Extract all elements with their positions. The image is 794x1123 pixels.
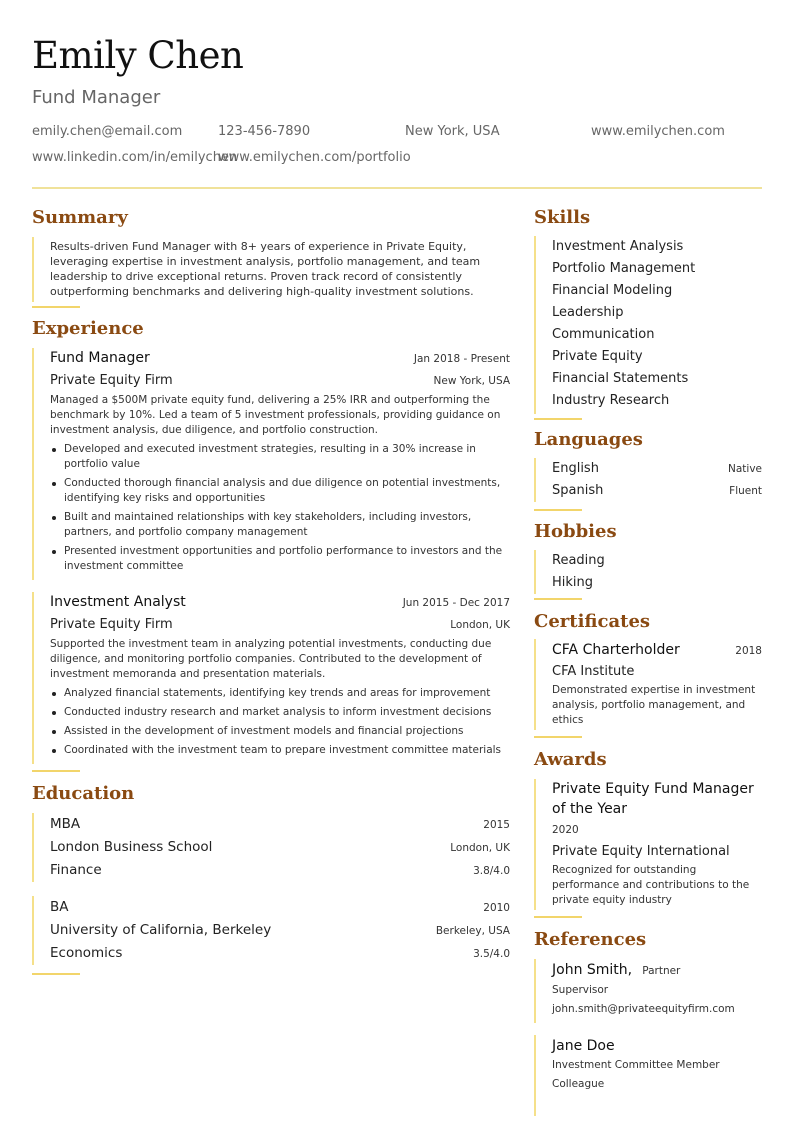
school-name: London Business School: [50, 839, 213, 855]
email-link[interactable]: emily.chen@email.com: [32, 124, 183, 139]
job-title: Investment Analyst: [50, 594, 186, 610]
award-year: 2020: [552, 824, 579, 836]
reference-title: Investment Committee Member: [552, 1059, 720, 1071]
phone-number: 123-456-7890: [218, 124, 311, 139]
list-item: Reading: [552, 553, 605, 568]
list-item: Assisted in the development of investment models and financial projections: [50, 724, 510, 739]
summary-text: Results-driven Fund Manager with 8+ years of experience in Private Equity, leveraging expertise in investment analysis, portfolio management, and team leadership to drive exceptional returns. Proven track record of consistently outperforming benchmarks and delivering high-quality investment solutions.: [50, 240, 481, 298]
awards-underline: [534, 916, 582, 918]
job-entry: [32, 348, 510, 580]
header-divider: [32, 187, 762, 189]
field-of-study: Finance: [50, 862, 102, 878]
resume-header: [32, 30, 762, 174]
certificates-underline: [534, 736, 582, 738]
portfolio-link[interactable]: www.emilychen.com/portfolio: [218, 150, 411, 165]
languages-heading: Languages: [534, 429, 643, 450]
awards-heading: Awards: [534, 749, 607, 770]
certificate-issuer: CFA Institute: [552, 664, 635, 679]
list-item: Portfolio Management: [552, 261, 696, 276]
job-location: New York, USA: [433, 375, 510, 387]
experience-heading: Experience: [32, 318, 144, 339]
list-item: Built and maintained relationships with key stakeholders, including investors, partners, and portfolio company management: [50, 510, 510, 540]
school-location: Berkeley, USA: [435, 925, 510, 937]
candidate-role: Fund Manager: [32, 87, 161, 108]
candidate-name: Emily Chen: [32, 34, 244, 77]
language-level: Fluent: [729, 485, 762, 497]
job-entry: [32, 592, 510, 764]
reference-title: Partner: [642, 965, 681, 977]
list-item: Coordinated with the investment team to prepare investment committee materials: [50, 743, 510, 758]
list-item: Communication: [552, 327, 655, 342]
job-company: Private Equity Firm: [50, 617, 173, 632]
languages-underline: [534, 509, 582, 511]
reference-entry: [534, 959, 762, 1023]
website-link[interactable]: www.emilychen.com: [591, 124, 725, 139]
award-issuer: Private Equity International: [552, 844, 730, 859]
degree: MBA: [50, 816, 81, 832]
job-dates: Jan 2018 - Present: [413, 353, 510, 365]
certificate-year: 2018: [735, 645, 762, 657]
job-title: Fund Manager: [50, 350, 150, 366]
linkedin-link[interactable]: www.linkedin.com/in/emilychen: [32, 150, 238, 165]
hobbies-heading: Hobbies: [534, 521, 617, 542]
list-item: Presented investment opportunities and portfolio performance to investors and the investment committee: [50, 544, 510, 574]
education-entry: [32, 813, 510, 882]
languages-list: [534, 458, 762, 502]
list-item: Developed and executed investment strategies, resulting in a 30% increase in portfolio value: [50, 442, 510, 472]
list-item: Conducted thorough financial analysis and due diligence on potential investments, identifying key risks and opportunities: [50, 476, 510, 506]
hobbies-underline: [534, 598, 582, 600]
reference-relation: Supervisor: [552, 984, 609, 996]
language-name: Spanish: [552, 483, 604, 498]
list-item: Industry Research: [552, 393, 670, 408]
language-level: Native: [728, 463, 762, 475]
field-of-study: Economics: [50, 945, 123, 961]
job-description: Supported the investment team in analyzing potential investments, conducting due diligence, and monitoring portfolio companies. Contributed to the development of investment memoranda and presentation materials.: [50, 638, 492, 680]
summary-heading: Summary: [32, 207, 128, 228]
education-heading: Education: [32, 783, 135, 804]
location-text: New York, USA: [405, 124, 500, 139]
job-company: Private Equity Firm: [50, 373, 173, 388]
degree: BA: [50, 899, 69, 915]
job-description: Managed a $500M private equity fund, delivering a 25% IRR and outperforming the benchmark by 10%. Led a team of 5 investment professionals, providing guidance on investment analysis, due diligence, and portfolio construction.: [50, 394, 501, 436]
job-bullets: [50, 442, 510, 574]
award-description: Recognized for outstanding performance and contributions to the private equity industry: [552, 864, 750, 906]
graduation-year: 2010: [483, 902, 510, 914]
school-location: London, UK: [450, 842, 510, 854]
contact-info: [32, 124, 762, 174]
list-item: Financial Statements: [552, 371, 689, 386]
certificate-description: Demonstrated expertise in investment analysis, portfolio management, and ethics: [552, 684, 756, 726]
list-item: Analyzed financial statements, identifying key trends and areas for improvement: [50, 686, 510, 701]
education-entry: [32, 896, 510, 965]
reference-name: Jane Doe: [552, 1038, 615, 1054]
list-item: [552, 480, 762, 502]
job-location: London, UK: [450, 619, 510, 631]
list-item: Private Equity: [552, 349, 643, 364]
gpa: 3.8/4.0: [473, 865, 510, 877]
certificates-heading: Certificates: [534, 611, 651, 632]
list-item: Investment Analysis: [552, 239, 684, 254]
gpa: 3.5/4.0: [473, 948, 510, 960]
list-item: Financial Modeling: [552, 283, 673, 298]
skills-list: [534, 236, 762, 414]
award-entry: [534, 779, 762, 910]
experience-underline: [32, 770, 80, 772]
reference-relation: Colleague: [552, 1078, 605, 1090]
list-item: Leadership: [552, 305, 624, 320]
summary-underline: [32, 306, 80, 308]
reference-name: John Smith,: [552, 962, 633, 978]
sidebar-column: [534, 205, 762, 1116]
references-heading: References: [534, 929, 647, 950]
skills-heading: Skills: [534, 207, 591, 228]
school-name: University of California, Berkeley: [50, 922, 272, 938]
job-bullets: [50, 686, 510, 758]
hobbies-list: [534, 550, 762, 594]
list-item: Conducted industry research and market analysis to inform investment decisions: [50, 705, 510, 720]
skills-underline: [534, 418, 582, 420]
summary-block: [32, 237, 510, 302]
award-title: Private Equity Fund Manager of the Year: [552, 781, 754, 817]
certificate-entry: [534, 639, 762, 730]
education-underline: [32, 973, 80, 975]
main-column: [32, 205, 510, 975]
reference-contact[interactable]: john.smith@privateequityfirm.com: [552, 1003, 735, 1015]
list-item: [552, 458, 762, 480]
list-item: Hiking: [552, 575, 594, 590]
certificate-title: CFA Charterholder: [552, 642, 680, 658]
job-dates: Jun 2015 - Dec 2017: [402, 597, 510, 609]
language-name: English: [552, 461, 599, 476]
reference-entry: [534, 1035, 762, 1116]
graduation-year: 2015: [483, 819, 510, 831]
